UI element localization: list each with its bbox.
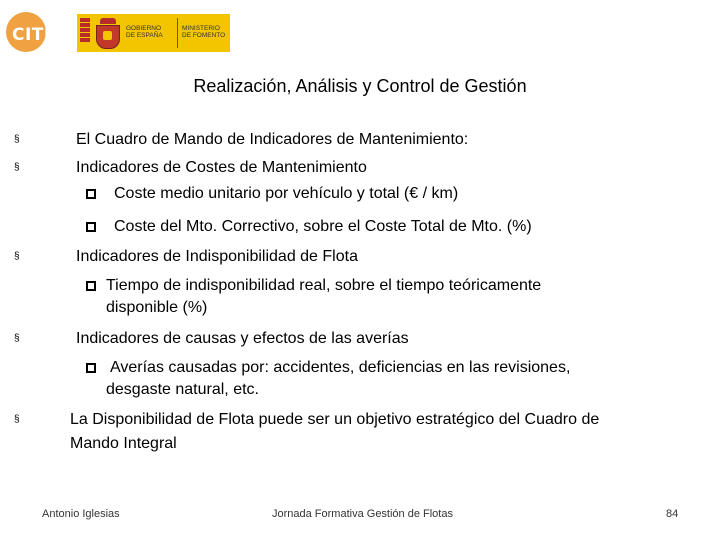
checkbox-bullet-icon <box>86 189 96 199</box>
page-number: 84 <box>666 508 679 520</box>
sub-list-item-continuation: disponible (%) <box>106 299 208 316</box>
coat-of-arms-icon <box>94 18 122 48</box>
sub-list-item: Averías causadas por: accidentes, deficiencias en las revisiones, <box>110 359 571 376</box>
government-logo <box>77 14 230 52</box>
footer-event: Jornada Formativa Gestión de Flotas <box>272 508 453 520</box>
sub-list-item-continuation: desgaste natural, etc. <box>106 381 259 398</box>
list-item-continuation: Mando Integral <box>70 435 177 452</box>
sub-list-item: Coste del Mto. Correctivo, sobre el Coste Total de Mto. (%) <box>114 218 532 235</box>
citet-logo <box>6 12 69 54</box>
checkbox-bullet-icon <box>86 222 96 232</box>
list-item: La Disponibilidad de Flota puede ser un objetivo estratégico del Cuadro de <box>70 411 600 428</box>
slide-title: Realización, Análisis y Control de Gestión <box>193 76 527 96</box>
bullet-icon: § <box>14 333 20 344</box>
checkbox-bullet-icon <box>86 281 96 291</box>
list-item: Indicadores de Indisponibilidad de Flota <box>76 248 358 265</box>
list-item: Indicadores de Costes de Mantenimiento <box>76 159 367 176</box>
list-item: El Cuadro de Mando de Indicadores de Mantenimiento: <box>76 131 469 148</box>
footer-author: Antonio Iglesias <box>42 508 120 520</box>
citet-logo-text: CITET <box>12 25 69 45</box>
bullet-icon: § <box>14 162 20 173</box>
gov-label-right: MINISTERIO DE FOMENTO <box>182 25 226 39</box>
eu-stripes-icon <box>80 18 90 46</box>
gov-divider <box>177 18 178 48</box>
bullet-icon: § <box>14 134 20 145</box>
bullet-icon: § <box>14 414 20 425</box>
gov-label-left: GOBIERNO DE ESPAÑA <box>126 25 163 39</box>
bullet-icon: § <box>14 251 20 262</box>
list-item: Indicadores de causas y efectos de las averías <box>76 330 409 347</box>
sub-list-item: Tiempo de indisponibilidad real, sobre el tiempo teóricamente <box>106 277 542 294</box>
checkbox-bullet-icon <box>86 363 96 373</box>
sub-list-item: Coste medio unitario por vehículo y total (€ / km) <box>114 185 459 202</box>
